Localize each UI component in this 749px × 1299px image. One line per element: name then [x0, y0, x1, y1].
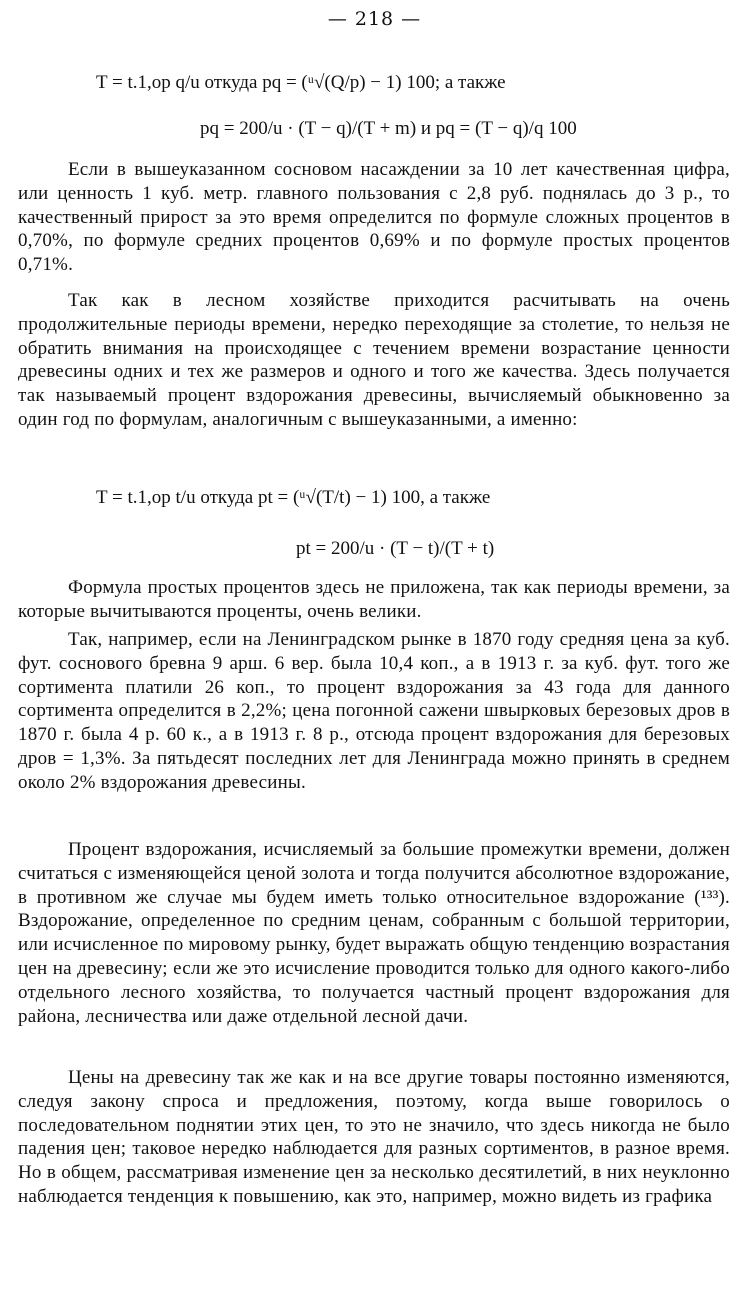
paragraph-absolute-relative: [18, 838, 730, 1028]
paragraph-quality-example: [18, 158, 730, 277]
formula-price-increase-average: pt = 200/u · (T − t)/(T + t): [296, 538, 495, 559]
paragraph-text: Так, например, если на Ленинградском рынке в 1870 году средняя цена за куб. фут. соснового бревна 9 арш. 6 вер. была 10,4 коп., а в 1913 г. за куб. фут. того же сортимента платили 26 коп., то процент вздорожания за 43 года для данного сортимента определится в 2,2%; цена погонной сажени швырковых березовых дров в 1870 г. была 4 р. 60 к., а в 1913 г. 8 р., отсюда процент вздорожания для березовых дров = 1,3%. За пятьдесят последних лет для Ленинграда можно принять в среднем около 2% вздорожания древесины.: [18, 629, 730, 793]
paragraph-text: Если в вышеуказанном сосновом насаждении за 10 лет качественная цифра, или ценность 1 куб. метр. главного пользования с 2,8 руб. поднялась до 3 р., то качественный прирост за это время определится по формуле сложных процентов в 0,70%, по формуле средних процентов 0,69% и по формуле простых процентов 0,71%.: [18, 159, 730, 276]
paragraph-leningrad-example: [18, 628, 730, 795]
paragraph-price-increase-intro: [18, 289, 730, 432]
paragraph-simple-interest-note: [18, 576, 730, 624]
formula-quality-increment-simple: pq = 200/u · (T − q)/(T + m) и pq = (T − q)/q 100: [200, 118, 577, 139]
paragraph-text: Так как в лесном хозяйстве приходится расчитывать на очень продолжительные периоды времени, нередко переходящие за столетие, то нельзя не обратить внимания на происходящее с течением времени возрастание ценности древесины одних и тех же размеров и одного и того же качества. Здесь получается так называемый процент вздорожания древесины, вычисляемый обыкновенно за один год по формулам, аналогичным с вышеуказанными, а именно:: [18, 290, 730, 430]
paragraph-text: Формула простых процентов здесь не приложена, так как периоды времени, за которые вычитываются проценты, очень велики.: [18, 577, 730, 622]
paragraph-text: Процент вздорожания, исчисляемый за большие промежутки времени, должен считаться с изменяющейся ценой золота и тогда получится абсолютное вздорожание, в противном же случае мы будем иметь только относительное вздорожание (¹³³). Вздорожание, определенное по средним ценам, собранным с большой территории, или исчисленное по мировому рынку, будет выражать общую тенденцию возрастания цен на древесину; если же это исчисление проводится только для одного какого-либо отдельного лесного хозяйства, то получается частный процент вздорожания для района, лесничества или даже отдельной лесной дачи.: [18, 839, 730, 1027]
paragraph-text: Цены на древесину так же как и на все другие товары постоянно изменяются, следуя закону спроса и предложения, поэтому, когда выше говорилось о последовательном поднятии этих цен, то это не значило, что здесь никогда не было падения цен; таковое нередко наблюдается для разных сортиментов, в разное время. Но в общем, рассматривая изменение цен за несколько десятилетий, в них неуклонно наблюдается тенденция к повышению, как это, например, можно видеть из графика: [18, 1067, 730, 1207]
page-number: — 218 —: [327, 8, 422, 30]
formula-price-increase: T = t.1,op t/u откуда pt = (ᵘ√(T/t) − 1) 100, а также: [96, 487, 491, 508]
paragraph-price-fluctuation: [18, 1066, 730, 1209]
formula-quality-increment: T = t.1,op q/u откуда pq = (ᵘ√(Q/p) − 1) 100; а также: [96, 72, 506, 93]
